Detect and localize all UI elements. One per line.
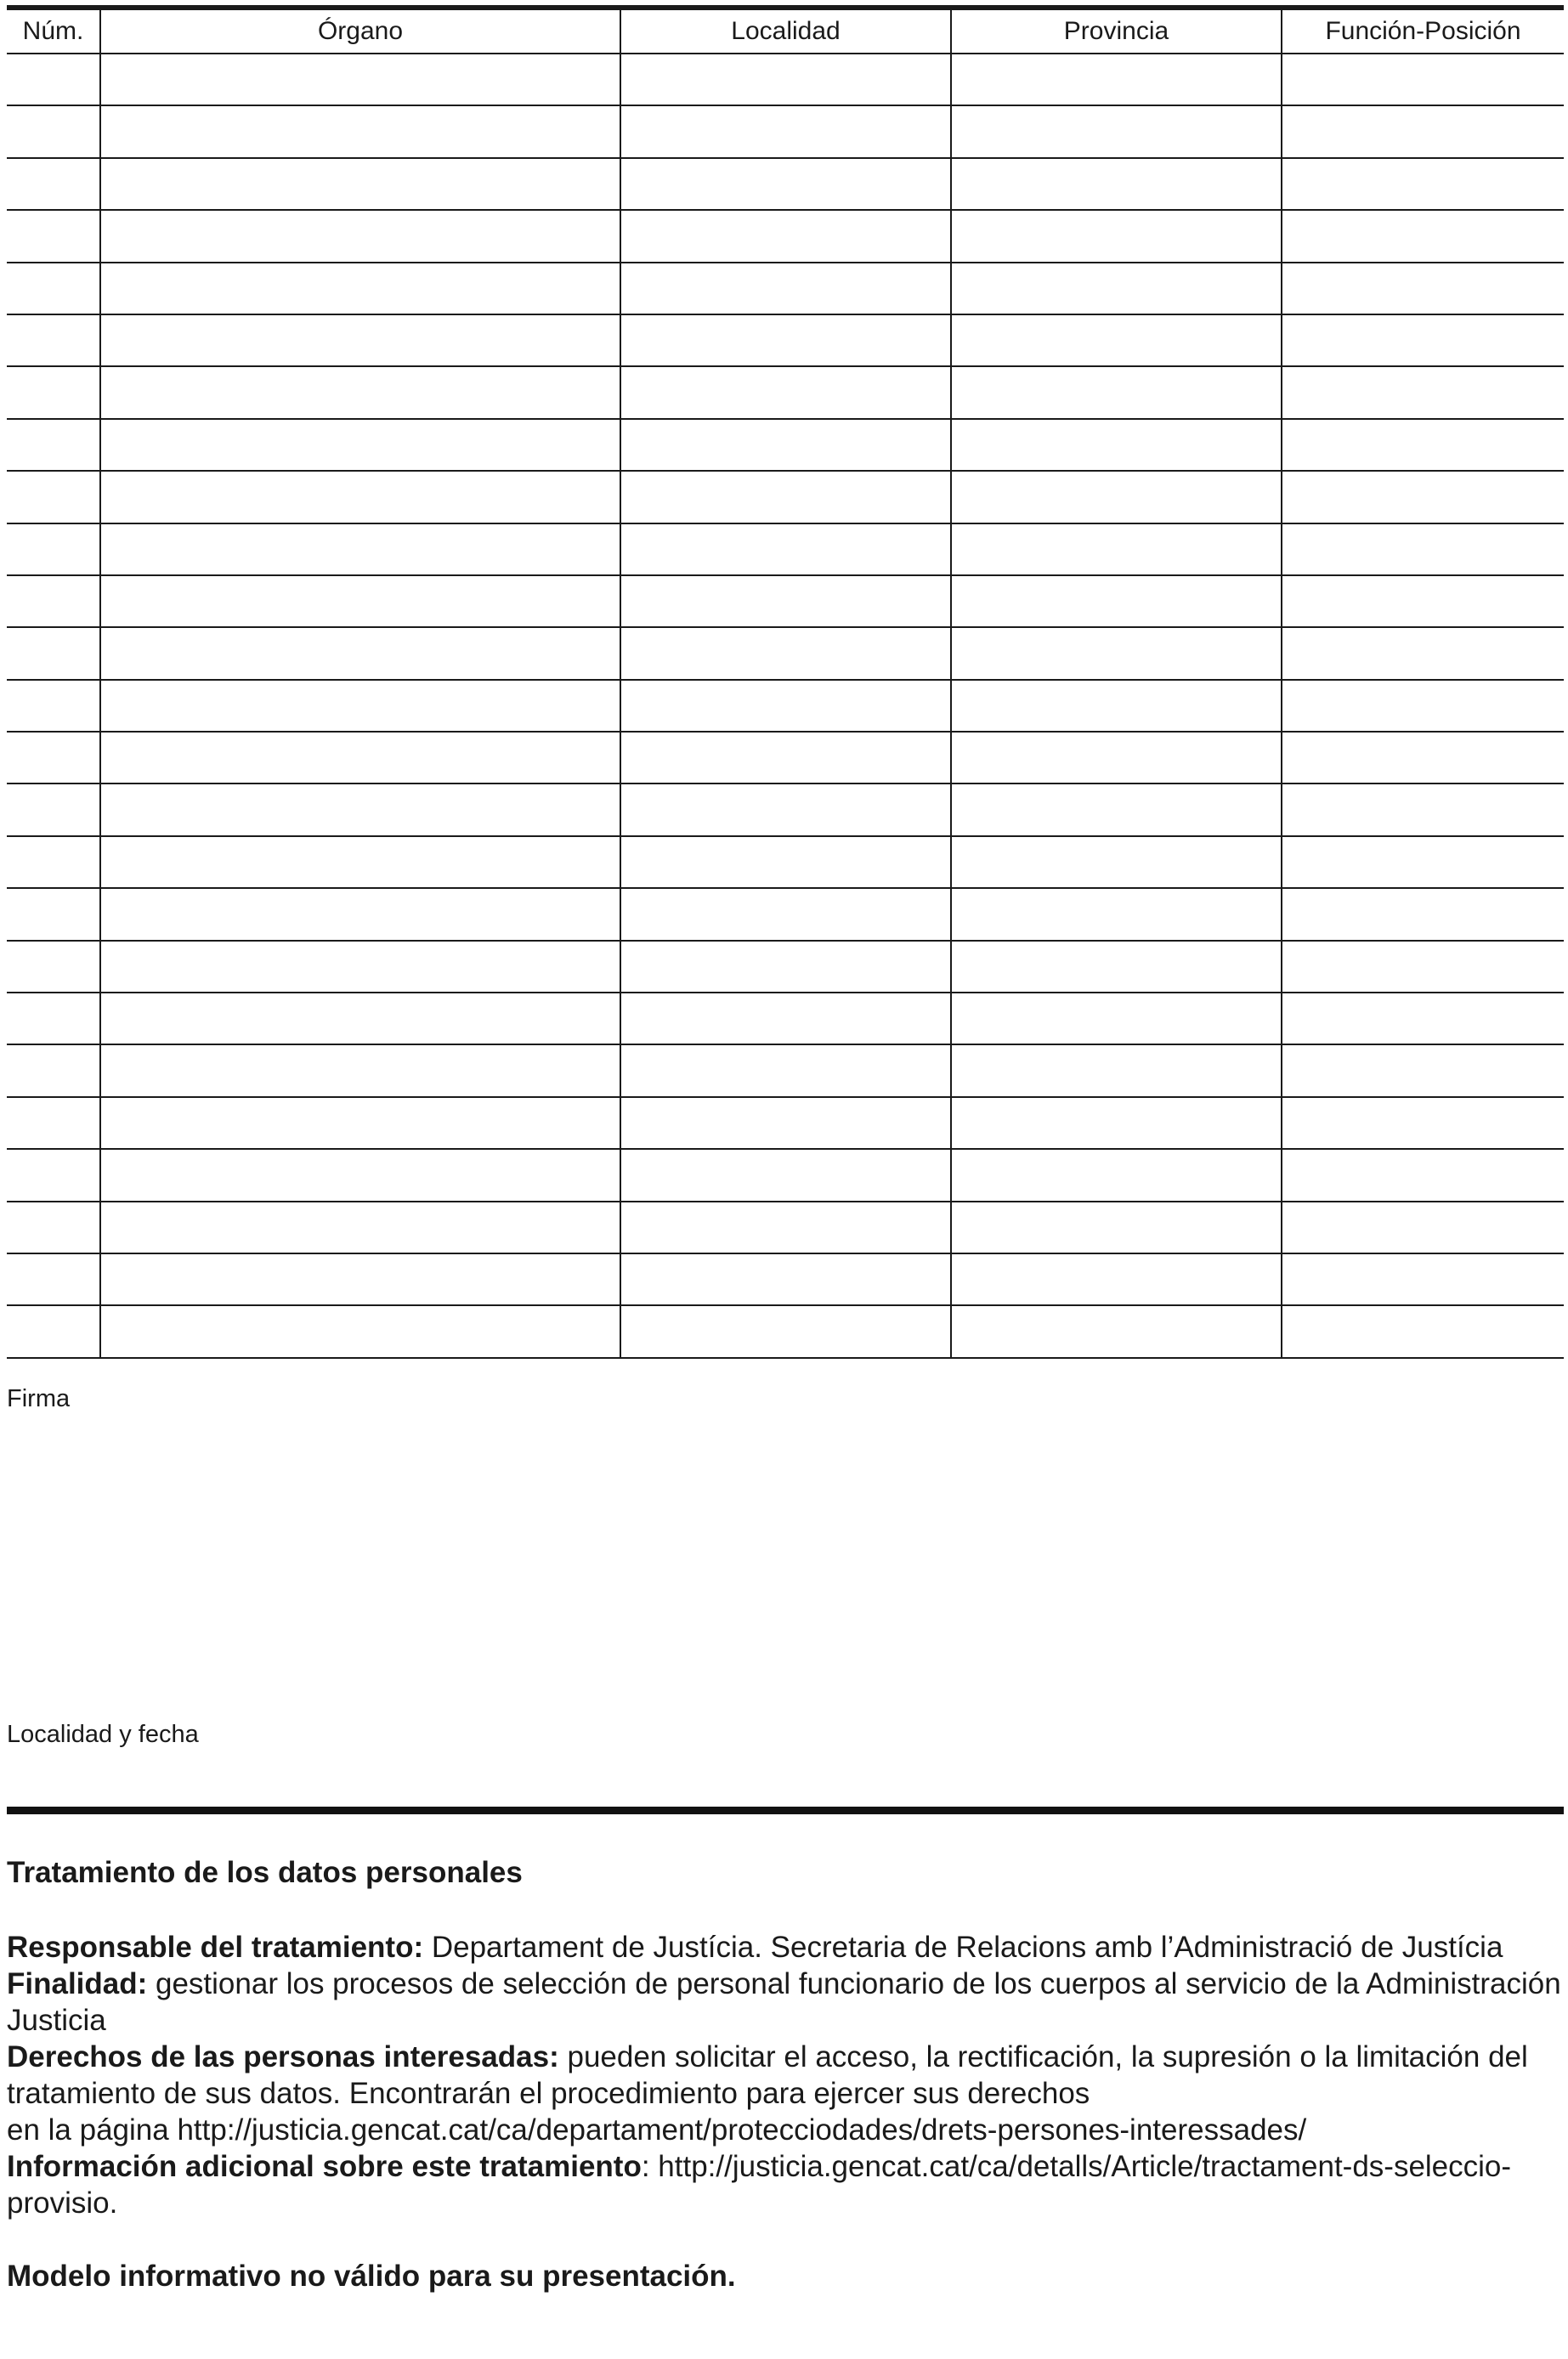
table-row [7, 314, 1564, 366]
table-cell[interactable] [620, 158, 951, 210]
table-cell[interactable] [7, 1202, 100, 1253]
table-row [7, 888, 1564, 940]
table-cell[interactable] [100, 105, 620, 157]
table-cell[interactable] [620, 263, 951, 314]
notice-text: Modelo informativo no válido para su presentación. [7, 2260, 736, 2293]
table-row [7, 575, 1564, 627]
table-cell[interactable] [951, 366, 1282, 418]
table-row [7, 1097, 1564, 1149]
table-cell[interactable] [620, 1097, 951, 1149]
table-cell[interactable] [7, 993, 100, 1044]
table-cell[interactable] [1282, 105, 1564, 157]
table-cell[interactable] [951, 732, 1282, 784]
table-cell[interactable] [1282, 732, 1564, 784]
table-cell[interactable] [951, 888, 1282, 940]
table-cell[interactable] [951, 314, 1282, 366]
table-cell[interactable] [1282, 210, 1564, 262]
column-header-provincia: Provincia [951, 8, 1282, 54]
table-row [7, 836, 1564, 888]
table-cell[interactable] [1282, 54, 1564, 105]
info-text: : http://justicia.gencat.cat/ca/detalls/Article/tractament-ds-seleccio-provisio. [7, 2150, 1512, 2220]
table-cell[interactable] [100, 54, 620, 105]
privacy-heading: Tratamiento de los datos personales [7, 1856, 523, 1889]
table-cell[interactable] [620, 784, 951, 835]
table-row [7, 158, 1564, 210]
table-cell[interactable] [100, 680, 620, 732]
table-row [7, 54, 1564, 105]
table-cell[interactable] [620, 836, 951, 888]
table-cell[interactable] [7, 314, 100, 366]
table-cell[interactable] [951, 1305, 1282, 1357]
table-cell[interactable] [951, 523, 1282, 575]
table-cell[interactable] [7, 1305, 100, 1357]
table-cell[interactable] [951, 419, 1282, 471]
table-row [7, 1305, 1564, 1357]
column-header-localidad: Localidad [620, 8, 951, 54]
table-cell[interactable] [100, 1044, 620, 1096]
table-cell[interactable] [1282, 263, 1564, 314]
table-body [7, 54, 1564, 1358]
table-cell[interactable] [620, 888, 951, 940]
table-cell[interactable] [951, 1044, 1282, 1096]
table-cell[interactable] [620, 1305, 951, 1357]
table-cell[interactable] [951, 210, 1282, 262]
table-cell[interactable] [1282, 1305, 1564, 1357]
table-header-row [7, 8, 1564, 54]
column-header-num: Núm. [7, 8, 100, 54]
table-cell[interactable] [1282, 575, 1564, 627]
table-cell[interactable] [100, 993, 620, 1044]
table-cell[interactable] [100, 1202, 620, 1253]
table-cell[interactable] [620, 732, 951, 784]
responsable-text: Departament de Justícia. Secretaria de Relacions amb l’Administració de Justícia [423, 1931, 1503, 1964]
table-cell[interactable] [1282, 1044, 1564, 1096]
table-cell[interactable] [620, 1149, 951, 1201]
table-cell[interactable] [100, 366, 620, 418]
table-row [7, 471, 1564, 523]
table-cell[interactable] [100, 210, 620, 262]
table-cell[interactable] [7, 263, 100, 314]
table-row [7, 941, 1564, 993]
privacy-section [7, 1854, 1564, 2294]
table-cell[interactable] [620, 627, 951, 679]
table-cell[interactable] [1282, 1253, 1564, 1305]
table-cell[interactable] [100, 1305, 620, 1357]
table-cell[interactable] [620, 941, 951, 993]
table-cell[interactable] [951, 54, 1282, 105]
table-cell[interactable] [7, 732, 100, 784]
table-cell[interactable] [7, 210, 100, 262]
table-cell[interactable] [951, 784, 1282, 835]
table-cell[interactable] [1282, 419, 1564, 471]
table-cell[interactable] [7, 1253, 100, 1305]
table-cell[interactable] [1282, 1202, 1564, 1253]
table-cell[interactable] [620, 680, 951, 732]
table-cell[interactable] [951, 993, 1282, 1044]
table-row [7, 105, 1564, 157]
table-row [7, 784, 1564, 835]
table-cell[interactable] [951, 263, 1282, 314]
table-cell[interactable] [100, 419, 620, 471]
derechos-paragraph [7, 2039, 1564, 2112]
derechos-label: Derechos de las personas interesadas: [7, 2040, 559, 2073]
table-cell[interactable] [7, 888, 100, 940]
table-row [7, 210, 1564, 262]
info-label: Información adicional sobre este tratamiento [7, 2150, 642, 2183]
table-cell[interactable] [951, 1253, 1282, 1305]
table-row [7, 732, 1564, 784]
table-cell[interactable] [1282, 784, 1564, 835]
finalidad-paragraph [7, 1966, 1564, 2039]
table-cell[interactable] [951, 1097, 1282, 1149]
column-header-funcion-posicion: Función-Posición [1282, 8, 1564, 54]
table-cell[interactable] [620, 523, 951, 575]
table-cell[interactable] [7, 158, 100, 210]
table-row [7, 1253, 1564, 1305]
table-cell[interactable] [620, 1202, 951, 1253]
table-cell[interactable] [1282, 366, 1564, 418]
table-cell[interactable] [7, 941, 100, 993]
table-cell[interactable] [951, 680, 1282, 732]
responsable-paragraph [7, 1929, 1564, 1966]
derechos-text: pueden solicitar el acceso, la rectificación, la supresión o la limitación del tratamiento de sus datos. Encontrarán el procedimiento para ejercer sus derechos [7, 2040, 1528, 2110]
table-cell[interactable] [620, 314, 951, 366]
table-cell[interactable] [620, 419, 951, 471]
table-cell[interactable] [951, 105, 1282, 157]
table-row [7, 419, 1564, 471]
table-cell[interactable] [100, 627, 620, 679]
table-row [7, 993, 1564, 1044]
table-cell[interactable] [1282, 471, 1564, 523]
table-cell[interactable] [620, 471, 951, 523]
table-cell[interactable] [100, 575, 620, 627]
table-cell[interactable] [100, 784, 620, 835]
table-row [7, 1202, 1564, 1253]
finalidad-text: gestionar los procesos de selección de personal funcionario de los cuerpos al servicio de la Administración Justicia [7, 1967, 1561, 2037]
table-cell[interactable] [7, 627, 100, 679]
finalidad-label: Finalidad: [7, 1967, 148, 2000]
info-paragraph [7, 2148, 1564, 2221]
table-cell[interactable] [951, 1202, 1282, 1253]
responsable-label: Responsable del tratamiento: [7, 1931, 424, 1964]
table-cell[interactable] [100, 523, 620, 575]
table-cell[interactable] [7, 366, 100, 418]
table-cell[interactable] [620, 1253, 951, 1305]
table-cell[interactable] [100, 941, 620, 993]
table-row [7, 1044, 1564, 1096]
derechos-link-paragraph [7, 2112, 1564, 2148]
table-cell[interactable] [7, 54, 100, 105]
table-cell[interactable] [7, 575, 100, 627]
column-header-organo: Órgano [100, 8, 620, 54]
derechos-link-text: en la página http://justicia.gencat.cat/ca/departament/protecciodades/drets-persones-interessades/ [7, 2113, 1307, 2147]
table-cell[interactable] [100, 314, 620, 366]
table-cell[interactable] [100, 1149, 620, 1201]
table-cell[interactable] [7, 471, 100, 523]
table-cell[interactable] [7, 784, 100, 835]
table-cell[interactable] [1282, 941, 1564, 993]
table-row [7, 263, 1564, 314]
section-divider [7, 1807, 1564, 1814]
table-cell[interactable] [951, 575, 1282, 627]
table-cell[interactable] [1282, 627, 1564, 679]
table-cell[interactable] [620, 993, 951, 1044]
positions-table [7, 5, 1564, 1359]
table-cell[interactable] [100, 888, 620, 940]
firma-label: Firma [7, 1385, 71, 1412]
table-cell[interactable] [100, 732, 620, 784]
table-cell[interactable] [7, 105, 100, 157]
table-cell[interactable] [7, 680, 100, 732]
table-cell[interactable] [1282, 1097, 1564, 1149]
table-cell[interactable] [7, 419, 100, 471]
table-cell[interactable] [100, 836, 620, 888]
table-row [7, 627, 1564, 679]
table-cell[interactable] [620, 105, 951, 157]
table-cell[interactable] [951, 836, 1282, 888]
table-cell[interactable] [7, 1097, 100, 1149]
table-cell[interactable] [1282, 836, 1564, 888]
table-cell[interactable] [1282, 158, 1564, 210]
table-cell[interactable] [1282, 1149, 1564, 1201]
table-cell[interactable] [620, 210, 951, 262]
table-cell[interactable] [7, 523, 100, 575]
table-row [7, 523, 1564, 575]
table-cell[interactable] [951, 941, 1282, 993]
table-row [7, 366, 1564, 418]
table-cell[interactable] [100, 1097, 620, 1149]
table-cell[interactable] [620, 1044, 951, 1096]
table-cell[interactable] [620, 575, 951, 627]
table-cell[interactable] [1282, 888, 1564, 940]
table-cell[interactable] [1282, 314, 1564, 366]
table-row [7, 680, 1564, 732]
table-cell[interactable] [7, 836, 100, 888]
table-cell[interactable] [1282, 523, 1564, 575]
table-row [7, 1149, 1564, 1201]
table-cell[interactable] [951, 471, 1282, 523]
table-cell[interactable] [100, 1253, 620, 1305]
table-cell[interactable] [951, 627, 1282, 679]
localidad-fecha-label: Localidad y fecha [7, 1721, 199, 1748]
table-cell[interactable] [1282, 993, 1564, 1044]
table-cell[interactable] [951, 158, 1282, 210]
table-cell[interactable] [620, 366, 951, 418]
table-cell[interactable] [951, 1149, 1282, 1201]
table-cell[interactable] [620, 54, 951, 105]
table-cell[interactable] [7, 1149, 100, 1201]
table-cell[interactable] [100, 263, 620, 314]
table-cell[interactable] [100, 158, 620, 210]
table-cell[interactable] [1282, 680, 1564, 732]
table-cell[interactable] [100, 471, 620, 523]
table-cell[interactable] [7, 1044, 100, 1096]
